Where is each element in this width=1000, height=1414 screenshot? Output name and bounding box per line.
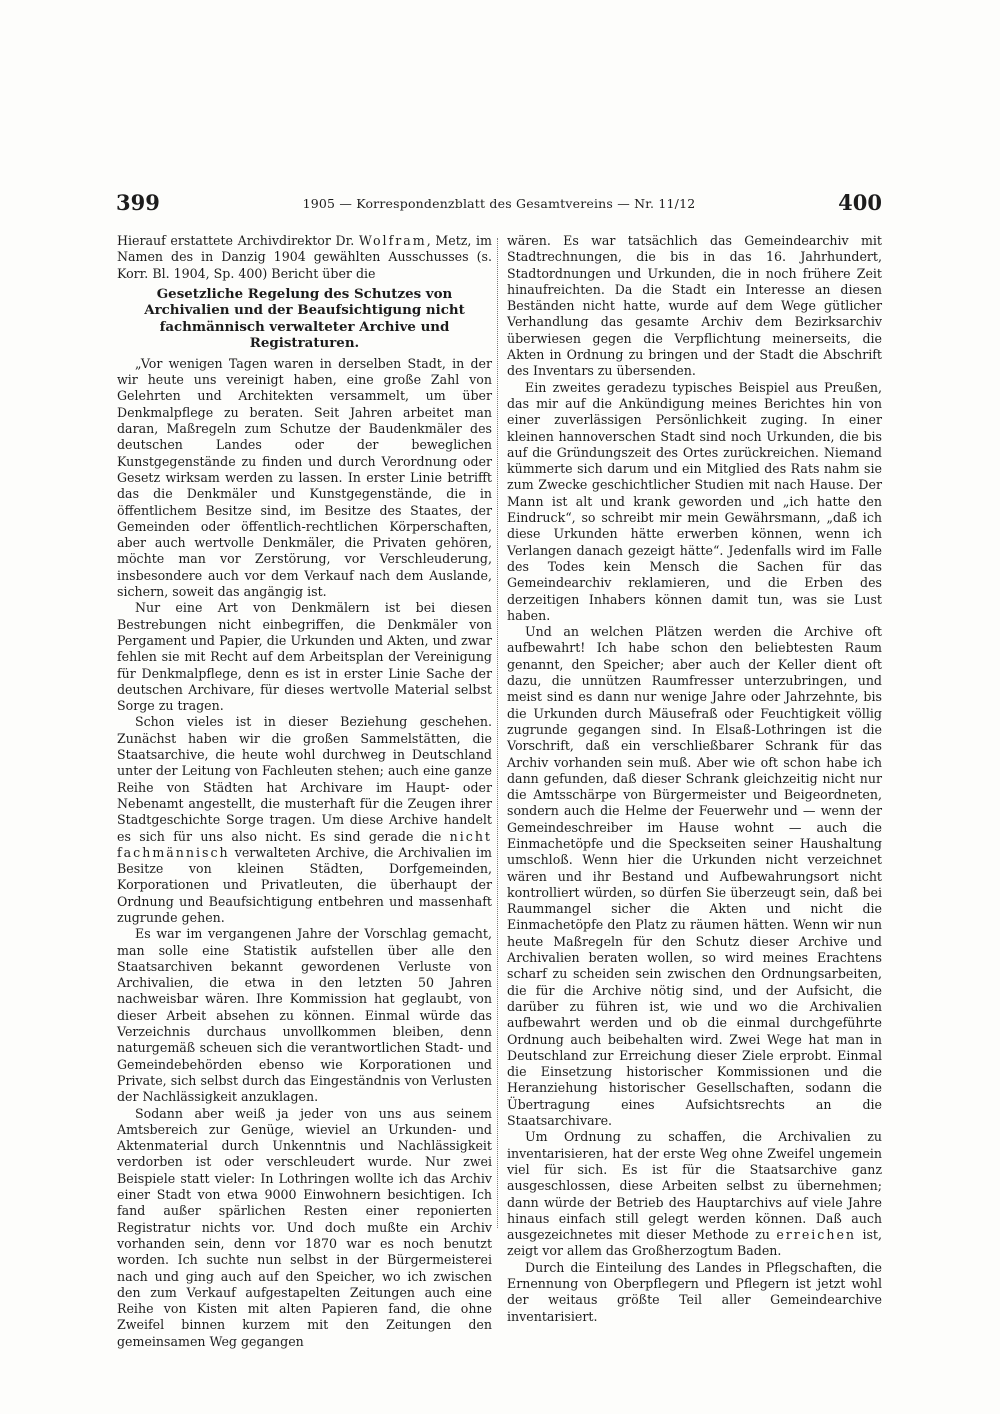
right-paragraph-1: wären. Es war tatsächlich das Gemeindearchiv mit Stadtrechnungen, die bis in das 16. Jahrhundert, Stadtordnungen und Urkunden, die in noch frühere Zeit hinaufreichten. Da die Stadt ein Interesse an diesen Beständen nicht hatte, wurde auf dem Wege gütlicher Verhandlung das gesamte Archiv dem Bezirksarchiv überwiesen gegen die Verpflichtung meinerseits, die Akten in Ordnung zu bringen und der Stadt die Abschrift des Inventars zu übersenden. [507,233,882,379]
left-paragraph-5: Sodann aber weiß ja jeder von uns aus seinem Amtsbereich zur Genüge, wieviel an Urkunden- und Aktenmaterial durch Unkenntnis und Nachlässigkeit verdorben ist oder verschleudert wurde. Nur zwei Beispiele statt vieler: In Lothringen wollte ich das Archiv einer Stadt von etwa 9000 Einwohnern besichtigen. Ich fand außer spärlichen Resten einer reponierten Registratur nichts vor. Und doch mußte ein Archiv vorhanden sein, denn vor 1870 war es noch benutzt worden. Ich suchte nun selbst in der Bürgermeisterei nach und ging auch auf den Speicher, wo ich zwischen den zum Verkauf aufgestapelten Zeitungen auch eine Reihe von Kisten mit alten Papieren fand, die ohne Zweifel binnen kurzem mit den Zeitungen den gemeinsamen Weg gegangen [117,1105,492,1349]
section-heading: Gesetzliche Regelung des Schutzes von Archivalien und der Beaufsichtigung nicht fachmännisch verwalteter Archive und Registraturen. [144,285,465,352]
intro-paragraph [117,233,492,282]
right-paragraph-4-start: Um Ordnung zu schaffen, die Archivalien zu inventarisieren, hat der erste Weg ohne Zweifel ungemein viel für sich. Es ist für die Staatsarchive ganz ausgeschlossen, diese Arbeiten selbst zu übernehmen; dann würde der Betrieb des Hauptarchivs auf viele Jahre hinaus einfach still gelegt werden können. Daß auch ausgezeichnetes mit dieser Methode zu [507,1129,882,1243]
page-header [116,190,882,220]
intro-text-start: Hierauf erstattete Archivdirektor Dr. [117,233,359,248]
right-paragraph-5: Durch die Einteilung des Landes in Pflegschaften, die Ernennung von Oberpflegern und Pflegern ist jetzt wohl der weitaus größte Teil aller Gemeindearchive inventarisiert. [507,1259,882,1324]
left-paragraph-2: Nur eine Art von Denkmälern ist bei diesen Bestrebungen nicht einbegriffen, die Denkmäler von Pergament und Papier, die Urkunden und Akten, und zwar fehlen sie mit Recht auf dem Arbeitsplan der Vereinigung für Denkmalpflege, denn es ist in erster Linie Sache der deutschen Archivare, für dieses wertvolle Material selbst Sorge zu tragen. [117,600,492,714]
left-column [117,233,492,1350]
left-paragraph-3-end: verwalteten Archive, die Archivalien im Besitze von kleinen Städten, Dorfgemeinden, Korporationen und Privatleuten, die überhaupt der Ordnung und Beaufsichtigung entbehren und massenhaft zugrunde gehen. [117,844,492,925]
right-paragraph-3: Und an welchen Plätzen werden die Archive oft aufbewahrt! Ich habe schon den beliebtesten Raum genannt, den Speicher; aber auch der Keller dient oft dazu, die unnützen Raumfresser unterzubringen, und meist sind es dann nur wenige Jahre oder Jahrzehnte, bis die Urkunden durch Mäusefraß oder Feuchtigkeit völlig zugrunde gegangen sind. In Elsaß-Lothringen ist die Vorschrift, daß ein verschließbarer Schrank für das Archiv vorhanden sein muß. Aber wie oft schon habe ich dann gefunden, daß dieser Schrank gleichzeitig nicht nur die Amtsschärpe von Bürgermeister und Beigeordneten, sondern auch die Helme der Feuerwehr und — wenn der Gemeindeschreiber im Hause wohnt — auch die Einmachetöpfe und die Speckseiten seiner Haushaltung umschloß. Wenn hier die Urkunden nicht verzeichnet wären und ihr Bestand und Aufbewahrungsort nicht kontrolliert würden, so dürfen Sie überzeugt sein, daß bei Raummangel sicher die Akten und nicht die Einmachetöpfe den Platz zu räumen hätten. Wenn wir nun heute Maßregeln für den Schutz dieser Archive und Archivalien beraten wollen, so wird meines Erachtens scharf zu scheiden sein zwischen den Ordnungsarbeiten, die für die Archive nötig sind, und der Aufsicht, die darüber zu führen ist, wie und wo die Archivalien aufbewahrt werden und ob die einmal durchgeführte Ordnung auch beibehalten wird. Zwei Wege hat man in Deutschland zur Erreichung dieser Ziele erprobt. Einmal die Einsetzung historischer Kommissionen und die Heranziehung historischer Gesellschaften, sodann die Übertragung eines Aufsichtsrechts an die Staatsarchivare. [507,624,882,1129]
left-paragraph-3 [117,714,492,926]
right-paragraph-4 [507,1129,882,1259]
left-paragraph-4: Es war im vergangenen Jahre der Vorschlag gemacht, man solle eine Statistik aufstellen über alle den Staatsarchiven bekannt gewordenen Verluste von Archivalien, die etwa in den letzten 50 Jahren nachweisbar wären. Ihre Kommission hat geglaubt, von dieser Arbeit absehen zu können. Einmal würde das Verzeichnis durchaus unvollkommen bleiben, denn naturgemäß scheuen sich die verantwortlichen Stadt- und Gemeindebehörden ebenso wie Korporationen und Private, sich selbst durch das Eingeständnis von Verlusten der Nachlässigkeit anzuklagen. [117,926,492,1105]
page-number-left: 399 [116,190,160,215]
right-paragraph-2: Ein zweites geradezu typisches Beispiel aus Preußen, das mir auf die Ankündigung meines Berichtes hin von einer zuverlässigen Persönlichkeit zuging. In einer kleinen hannoverschen Stadt sind noch Urkunden, die bis auf die Gründungszeit des Ortes zurückreichen. Niemand kümmerte sich darum und ein Mitglied des Rats nahm sie zum Zwecke geschichtlicher Studien mit nach Hause. Der Mann ist alt und krank geworden und „ich hatte den Eindruck“, so schreibt mir mein Gewährsmann, „daß ich diese Urkunden hätte erwerben können, wenn ich Verlangen danach gezeigt hätte“. Jedenfalls wird im Falle des Todes kein Mensch die Sachen für das Gemeindearchiv reklamieren, und die Erben des derzeitigen Inhabers können damit tun, was sie Lust haben. [507,379,882,623]
right-paragraph-4-end: ist, zeigt vor allem das Großherzogtum Baden. [507,1227,882,1259]
right-column [507,233,882,1325]
column-divider [497,238,498,1228]
page-number-right: 400 [838,190,882,215]
emphasis-nicht-fachmaennisch: nicht fachmännisch [117,828,492,860]
intro-text-end: , Metz, im Namen des in Danzig 1904 gewählten Ausschusses (s. Korr. Bl. 1904, Sp. 400) Bericht über die [117,233,492,281]
left-paragraph-1: „Vor wenigen Tagen waren in derselben Stadt, in der wir heute uns vereinigt haben, eine große Zahl von Gelehrten und Architekten versammelt, um über Denkmalpflege zu beraten. Seit Jahren arbeitet man daran, Maßregeln zum Schutze der Baudenkmäler des deutschen Landes oder der beweglichen Kunstgegenstände zu finden und durch Verordnung oder Gesetz wirksam werden zu lassen. In erster Linie betrifft das die Denkmäler und Kunstgegenstände, die in öffentlichem Besitze sind, im Besitze des Staates, der Gemeinden oder öffentlich-rechtlichen Körperschaften, aber auch wertvolle Denkmäler, die Privaten gehören, möchte man vor Zerstörung, vor Verschleuderung, insbesondere auch vor dem Verkauf nach dem Auslande, sichern, soweit das angängig ist. [117,355,492,600]
emphasis-erreichen: erreichen [776,1227,857,1243]
author-name: Wolfram [358,233,427,248]
left-paragraph-3-start: Schon vieles ist in dieser Beziehung geschehen. Zunächst haben wir die großen Sammelstätten, die Staatsarchive, die heute wohl durchweg in Deutschland unter der Leitung von Fachleuten stehen; auch eine ganze Reihe von Städten hat Archivare im Haupt- oder Nebenamt angestellt, die musterhaft für die Zeugen ihrer Stadtgeschichte Sorge tragen. Um diese Archive handelt es sich für uns also nicht. Es sind gerade die [117,714,492,844]
running-title: 1905 — Korrespondenzblatt des Gesamtvereins — Nr. 11/12 [302,196,696,211]
